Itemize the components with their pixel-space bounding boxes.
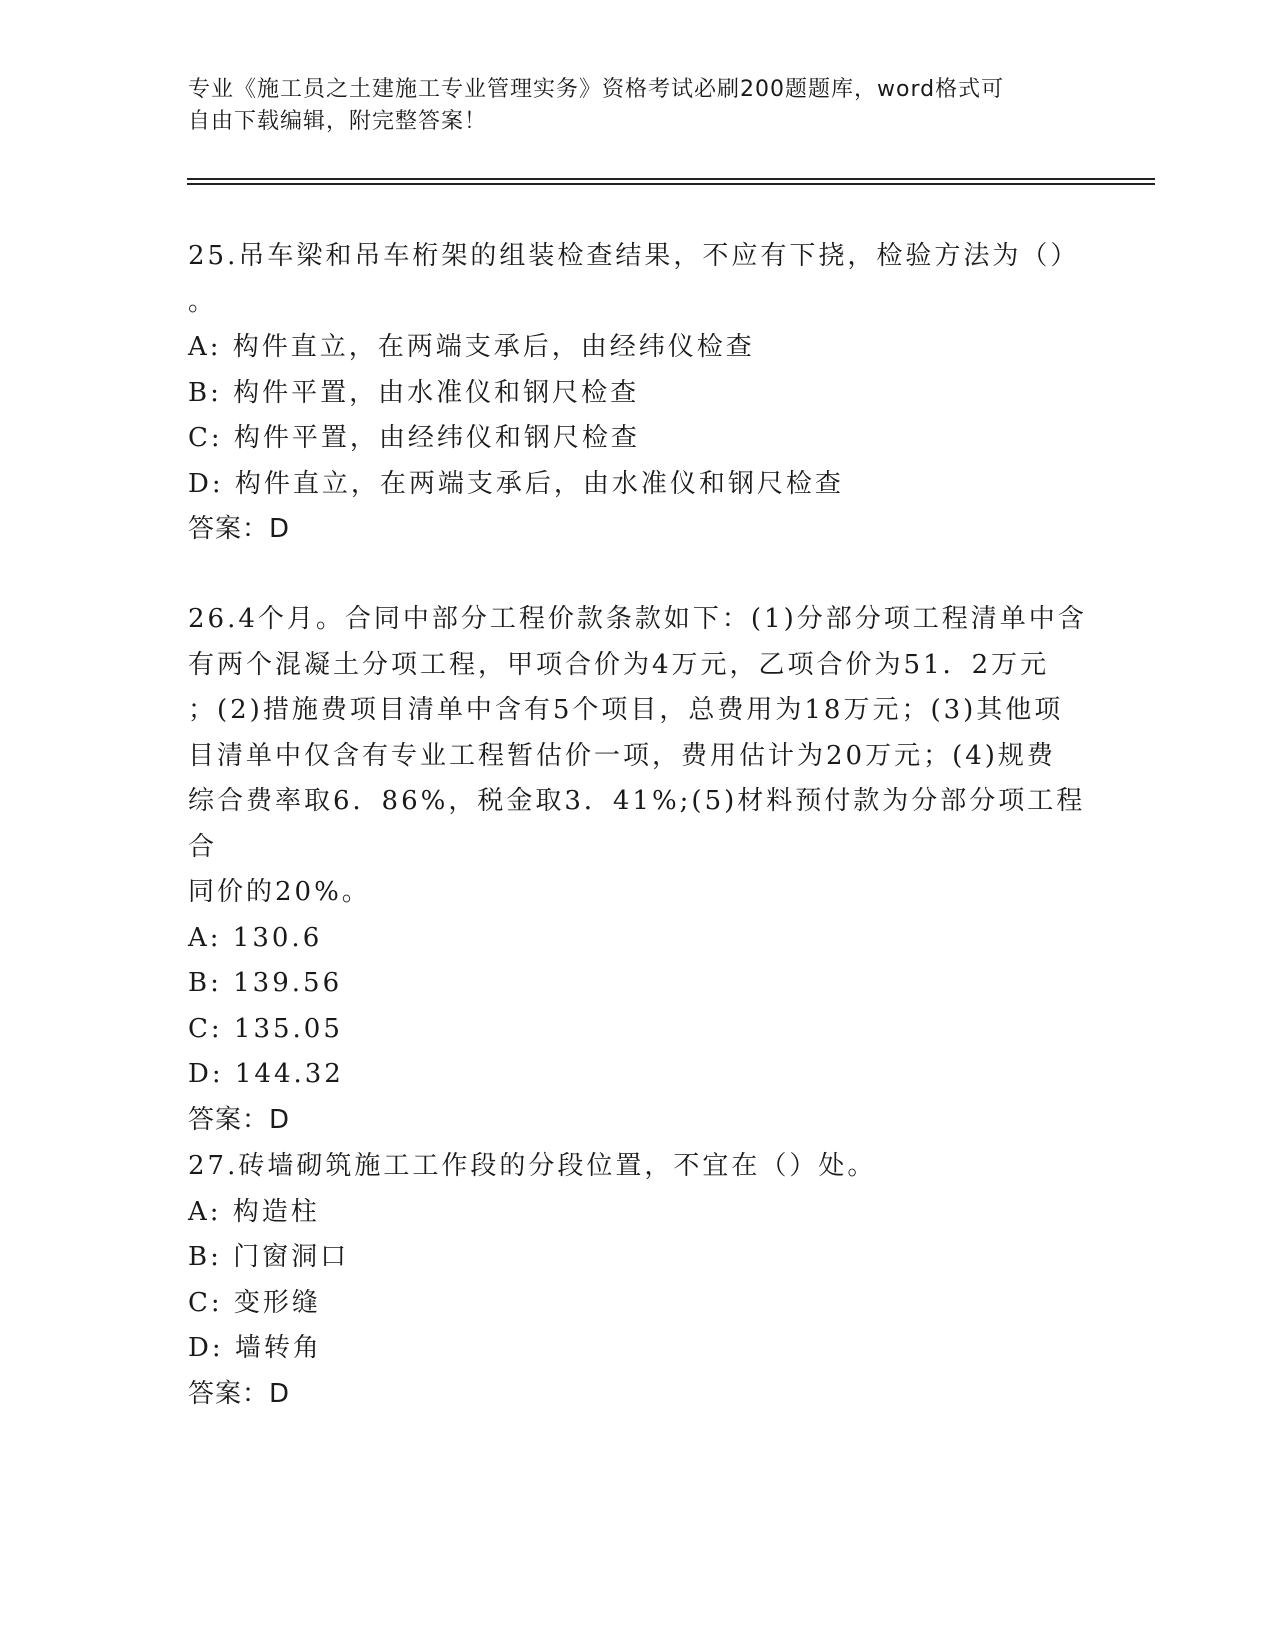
header-divider	[187, 183, 1155, 185]
answer-line: 答案：D	[188, 514, 291, 544]
option-b: B: 构件平置，由水准仪和钢尺检查	[188, 377, 640, 408]
option-a: A: 构造柱	[188, 1196, 320, 1227]
question-25	[188, 234, 1088, 553]
option-c: C: 变形缝	[188, 1287, 321, 1318]
answer-line: 答案：D	[188, 1378, 291, 1409]
option-c: C: 135.05	[188, 1013, 343, 1044]
option-d: D: 构件直立，在两端支承后，由水准仪和钢尺检查	[188, 468, 844, 499]
document-header	[188, 74, 1088, 138]
question-stem-line: 同价的20%。	[188, 877, 371, 907]
question-stem-line: 25.吊车梁和吊车桁架的组装检查结果，不应有下挠，检验方法为（）	[188, 241, 1080, 271]
question-stem-line: 综合费率取6．86%，税金取3．41%;(5)材料预付款为分部分项工程合	[188, 786, 1086, 862]
question-stem-line: 目清单中仅含有专业工程暂估价一项，费用估计为20万元；(4)规费	[188, 740, 1056, 771]
question-stem-line: 26.4个月。合同中部分工程价款条款如下：(1)分部分项工程清单中含	[188, 604, 1087, 634]
answer-line: 答案：D	[188, 1104, 291, 1135]
option-d: D: 144.32	[188, 1059, 344, 1089]
option-b: B: 139.56	[188, 968, 343, 998]
question-stem-line: 。	[188, 286, 218, 317]
option-a: A: 130.6	[188, 922, 323, 953]
option-c: C: 构件平置，由经纬仪和钢尺检查	[188, 423, 640, 453]
question-27	[188, 1144, 1088, 1417]
question-stem-line: 有两个混凝土分项工程，甲项合价为4万元，乙项合价为51．2万元	[188, 649, 1050, 680]
question-stem-line: ；(2)措施费项目清单中含有5个项目，总费用为18万元；(3)其他项	[188, 695, 1064, 725]
header-divider	[187, 178, 1155, 180]
option-d: D: 墙转角	[188, 1333, 322, 1363]
question-26	[188, 597, 1088, 1143]
header-line: 自由下载编辑，附完整答案！	[188, 109, 488, 134]
option-a: A: 构件直立，在两端支承后，由经纬仪检查	[188, 332, 755, 362]
question-stem-line: 27.砖墙砌筑施工工作段的分段位置，不宜在（）处。	[188, 1151, 877, 1181]
option-b: B: 门窗洞口	[188, 1242, 350, 1272]
header-line: 专业《施工员之土建施工专业管理实务》资格考试必刷200题题库，word格式可	[188, 77, 1005, 102]
